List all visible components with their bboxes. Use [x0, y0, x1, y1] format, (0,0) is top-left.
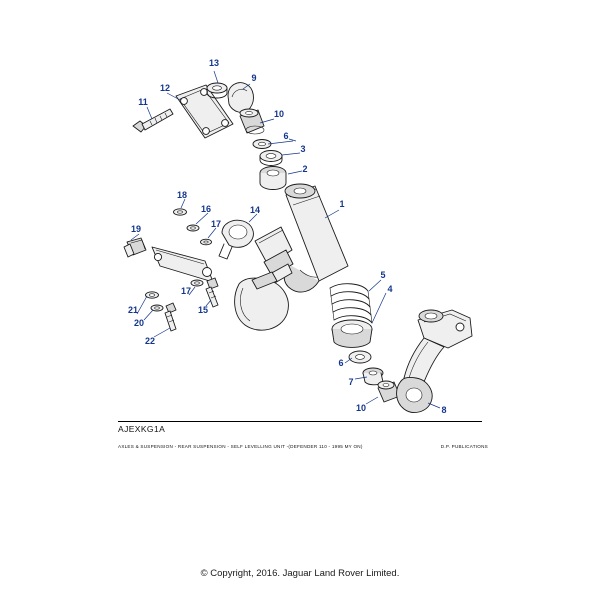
callout-3: 3 — [300, 144, 306, 154]
part-lower-bracket-8 — [397, 310, 472, 413]
callout-14: 14 — [249, 205, 261, 215]
drawing-description: AXLES & SUSPENSION - REAR SUSPENSION - SELF LEVELLING UNIT -(DEFENDER 110 - 1995 MY ON) — [118, 444, 363, 449]
part-washer-6-lower — [349, 351, 371, 363]
part-clamp-14 — [219, 220, 253, 259]
callout-10-upper: 10 — [273, 109, 285, 119]
callout-6-lower: 6 — [338, 358, 344, 368]
callout-4: 4 — [387, 284, 393, 294]
callout-20: 20 — [133, 318, 145, 328]
callout-18: 18 — [176, 190, 188, 200]
callout-6-upper: 6 — [283, 131, 289, 141]
callout-17-lower: 17 — [180, 286, 192, 296]
callout-5: 5 — [380, 270, 386, 280]
part-bolt-15 — [206, 278, 218, 307]
callout-15: 15 — [197, 305, 209, 315]
drawing-code-block — [118, 424, 488, 434]
callout-7: 7 — [348, 377, 354, 387]
part-washer-17-upper — [201, 239, 212, 245]
part-self-levelling-unit-1 — [284, 184, 348, 292]
part-bush-2 — [260, 167, 286, 190]
part-ball-joint-9 — [228, 83, 253, 113]
part-link-arm — [152, 247, 213, 282]
part-bolt-22 — [165, 303, 176, 331]
part-washer-16 — [187, 225, 199, 231]
part-washer-18 — [174, 209, 187, 215]
callout-21: 21 — [127, 305, 139, 315]
caption-divider — [118, 421, 482, 422]
part-washer-21 — [146, 292, 159, 298]
part-bolt-11 — [133, 109, 173, 132]
callout-19: 19 — [130, 224, 142, 234]
callout-16: 16 — [200, 204, 212, 214]
part-washer-17-lower — [191, 280, 203, 286]
callout-12: 12 — [159, 83, 171, 93]
publisher-label: D.P. PUBLICATIONS — [440, 444, 488, 449]
drawing-code: AJEXKG1A — [118, 424, 166, 434]
caption-row — [118, 444, 488, 449]
callout-2: 2 — [302, 164, 308, 174]
callout-9: 9 — [251, 73, 257, 83]
callout-13: 13 — [208, 58, 220, 68]
part-spring-5 — [330, 284, 372, 323]
part-boot-assembly — [235, 272, 289, 330]
callout-8: 8 — [441, 405, 447, 415]
callout-17-upper: 17 — [210, 219, 222, 229]
part-bracket-19 — [124, 238, 146, 257]
callout-1: 1 — [339, 199, 345, 209]
callout-11: 11 — [138, 97, 148, 107]
part-upper-bracket — [176, 85, 233, 138]
copyright-notice: © Copyright, 2016. Jaguar Land Rover Limited. — [200, 568, 400, 579]
part-cup-4 — [332, 320, 372, 347]
callout-10-lower: 10 — [355, 403, 367, 413]
part-ring-3 — [260, 151, 282, 166]
part-rubber-bush-10-upper — [240, 109, 264, 134]
callout-22: 22 — [144, 336, 156, 346]
callout-labels — [128, 58, 447, 415]
